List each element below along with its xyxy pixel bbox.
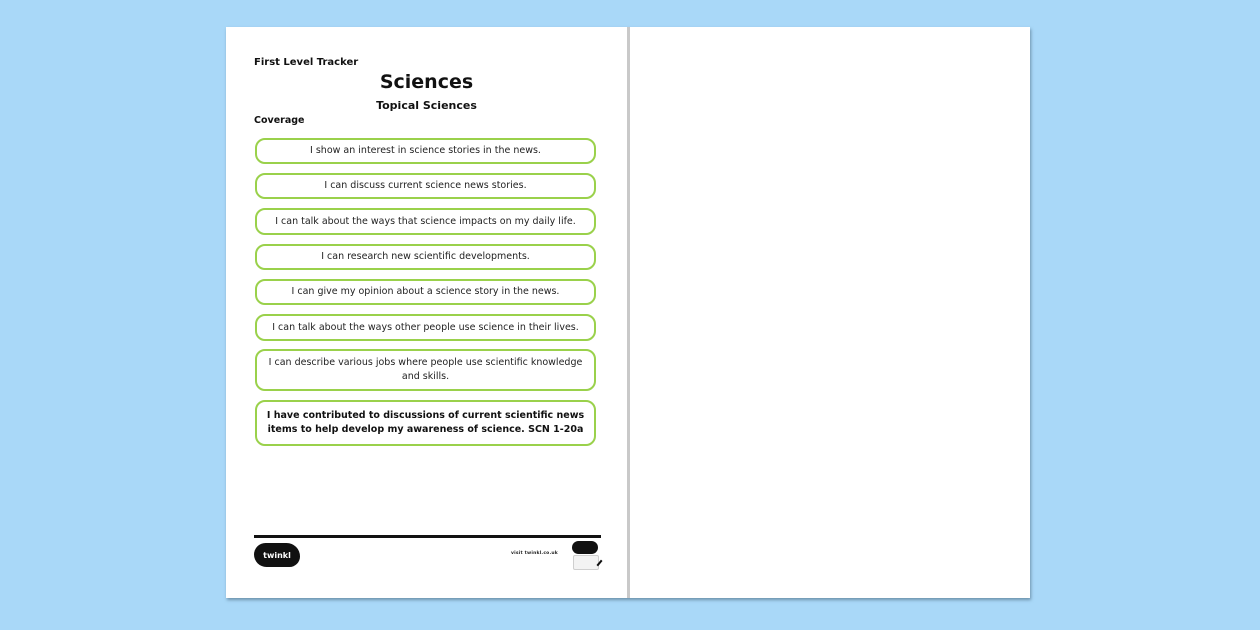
tracker-label: First Level Tracker xyxy=(254,57,359,68)
page-left xyxy=(226,27,627,598)
document-spread xyxy=(226,27,1030,598)
page-title: Sciences xyxy=(379,71,474,93)
statement-box: I can describe various jobs where people use scientific knowledge and skills. xyxy=(255,349,596,391)
statement-box: I can give my opinion about a science story in the news. xyxy=(255,279,596,305)
statement-box: I show an interest in science stories in the news. xyxy=(255,138,596,164)
statement-box: I can talk about the ways that science impacts on my daily life. xyxy=(255,208,596,235)
visit-link-text: visit twinkl.co.uk xyxy=(511,551,558,556)
twinkl-badge-icon xyxy=(570,539,602,571)
page-right-blank xyxy=(630,27,1030,598)
twinkl-logo: twinkl xyxy=(254,543,300,567)
footer-divider xyxy=(254,535,601,538)
badge-cloud-shape xyxy=(572,541,598,554)
statement-box-outcome: I have contributed to discussions of current scientific news items to help develop my awareness of science. SCN 1-20a xyxy=(255,400,596,446)
section-label: Coverage xyxy=(254,115,305,126)
badge-box-shape xyxy=(573,555,599,570)
statement-box: I can talk about the ways other people use science in their lives. xyxy=(255,314,596,341)
page-subtitle: Topical Sciences xyxy=(376,99,477,112)
statement-box: I can research new scientific developments. xyxy=(255,244,596,270)
statement-box: I can discuss current science news stories. xyxy=(255,173,596,199)
